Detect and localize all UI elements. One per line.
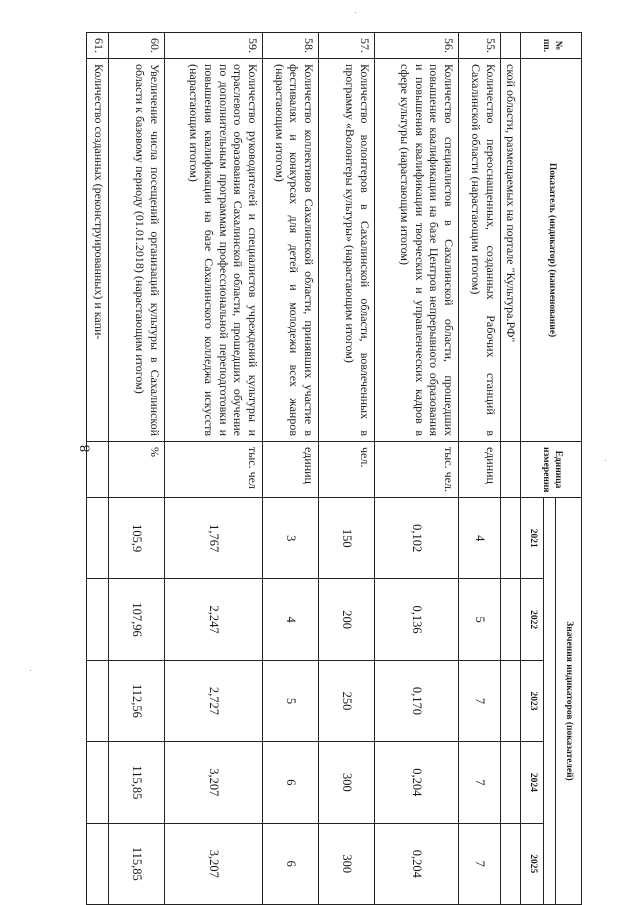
table-row: [109, 33, 165, 905]
row-value: 0,136: [375, 579, 459, 660]
row-value: 7: [459, 823, 501, 904]
row-value: 105,9: [109, 498, 165, 579]
row-indicator: ской области, размещаемых на портале "Культура.РФ": [501, 59, 521, 442]
header-year: 2024: [521, 742, 544, 823]
row-value: 3,207: [165, 823, 263, 904]
indicators-table-sheet: [92, 32, 582, 905]
row-value: [87, 579, 109, 660]
scan-speck: [30, 670, 31, 671]
table-row: [375, 33, 459, 905]
row-value: 3,207: [165, 742, 263, 823]
row-value: 4: [263, 579, 319, 660]
row-indicator: Количество созданных (реконструированных) и капи-: [87, 59, 109, 442]
row-value: 107,96: [109, 579, 165, 660]
table-row: [459, 33, 501, 905]
header-year: 2022: [521, 579, 544, 660]
row-value: [501, 579, 521, 660]
row-value: [501, 823, 521, 904]
row-value: 112,56: [109, 660, 165, 741]
header-values-group: Значения индикаторов (показателей): [556, 498, 582, 905]
row-value: 0,102: [375, 498, 459, 579]
row-unit: чел.: [319, 442, 375, 498]
row-value: 0,204: [375, 742, 459, 823]
row-value: 0,204: [375, 823, 459, 904]
row-unit: тыс. чел: [165, 442, 263, 498]
row-indicator: Увеличение числа посещений организаций культуры в Сахалинской области к базовому периоду (01.01.2018) (нарастающим итогом): [109, 59, 165, 442]
row-unit: тыс. чел.: [375, 442, 459, 498]
row-value: 1,767: [165, 498, 263, 579]
row-value: 300: [319, 823, 375, 904]
row-unit: [501, 442, 521, 498]
header-indicator: Показатель (индикатор) (наименование): [521, 59, 582, 442]
table-row: [87, 33, 109, 905]
row-value: 7: [459, 742, 501, 823]
row-value: [87, 742, 109, 823]
row-value: 6: [263, 742, 319, 823]
indicators-table: [86, 32, 582, 905]
scan-speck: [605, 460, 606, 461]
header-year: 2021: [521, 498, 544, 579]
row-number: 56.: [375, 33, 459, 59]
row-value: [501, 660, 521, 741]
row-number: 60.: [109, 33, 165, 59]
page-number: 8: [77, 444, 94, 453]
row-number: 55.: [459, 33, 501, 59]
row-value: 150: [319, 498, 375, 579]
row-value: [501, 742, 521, 823]
row-unit: единиц: [459, 442, 501, 498]
header-unit: Единица измерения: [521, 442, 582, 498]
row-value: 5: [459, 579, 501, 660]
table-row: [165, 33, 263, 905]
row-value: 250: [319, 660, 375, 741]
row-value: [501, 498, 521, 579]
table-row: [501, 33, 521, 905]
row-value: [87, 823, 109, 904]
row-unit: [87, 442, 109, 498]
row-indicator: Количество руководителей и специалистов учреждений культуры и отраслевого образования Сахалинской области, прошедших обучение по дополнительным программам профессиональной переподготовки и повышения квалификации на базе Сахалинского колледжа искусств (нарастающим итогом): [165, 59, 263, 442]
scan-speck: [355, 12, 356, 13]
row-value: 300: [319, 742, 375, 823]
header-no: № пп.: [521, 33, 582, 59]
row-unit: единиц: [263, 442, 319, 498]
row-number: 57.: [319, 33, 375, 59]
row-value: [87, 498, 109, 579]
row-value: 4: [459, 498, 501, 579]
row-value: 3: [263, 498, 319, 579]
row-value: 6: [263, 823, 319, 904]
row-unit: %: [109, 442, 165, 498]
row-indicator: Количество специалистов в Сахалинской области, прошедших повышение квалификации на базе Центров непрерывного образования и повышения квалификации творческих и управленческих кадров в сфере культуры (нарастающим итогом): [375, 59, 459, 442]
row-value: 0,170: [375, 660, 459, 741]
row-number: [501, 33, 521, 59]
header-year: 2023: [521, 660, 544, 741]
header-year: 2025: [521, 823, 544, 904]
row-indicator: Количество волонтеров в Сахалинской области, вовлеченных в программу «Волонтеры культуры» (нарастающим итогом): [319, 59, 375, 442]
row-value: 2,727: [165, 660, 263, 741]
row-number: 58.: [263, 33, 319, 59]
row-value: [87, 660, 109, 741]
row-indicator: Количество переоснащенных, созданных Рабочих станций в Сахалинской области (нарастающим итогом): [459, 59, 501, 442]
table-row: [319, 33, 375, 905]
row-value: 2,247: [165, 579, 263, 660]
row-value: 5: [263, 660, 319, 741]
row-number: 61.: [87, 33, 109, 59]
row-number: 59.: [165, 33, 263, 59]
row-value: 115,85: [109, 823, 165, 904]
table-row: [263, 33, 319, 905]
row-indicator: Количество коллективов Сахалинской области, принявших участие в фестивалях и конкурсах для детей и молодежи всех жанров (нарастающим итогом): [263, 59, 319, 442]
header-spacer: [544, 498, 556, 905]
row-value: 115,85: [109, 742, 165, 823]
row-value: 200: [319, 579, 375, 660]
row-value: 7: [459, 660, 501, 741]
